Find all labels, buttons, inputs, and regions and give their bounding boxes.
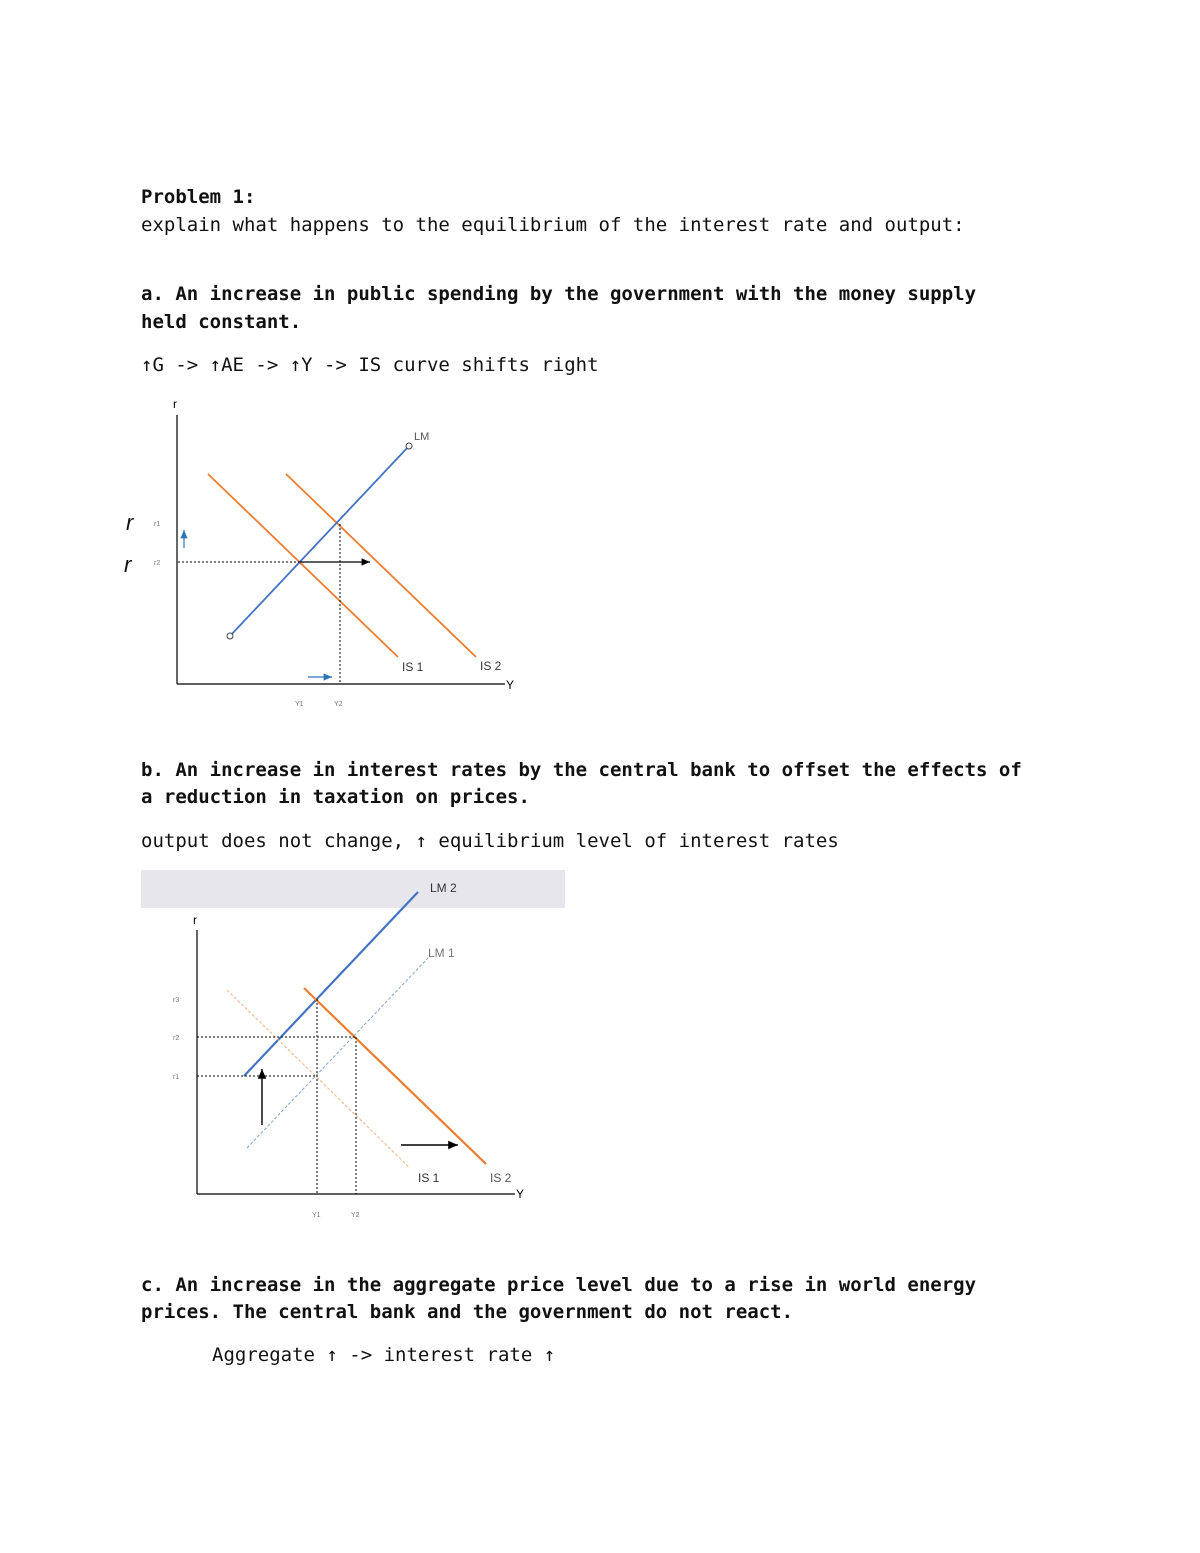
problem-prompt: explain what happens to the equilibrium of the interest rate and output: xyxy=(141,214,965,236)
graph-a-lm-label: LM xyxy=(414,431,430,443)
part-c-answer: Aggregate ↑ -> interest rate ↑ xyxy=(212,1344,556,1366)
graph-b-header-band xyxy=(141,870,565,908)
graph-a xyxy=(124,397,514,708)
part-b-answer: output does not change, ↑ equilibrium level of interest rates xyxy=(141,830,839,852)
graph-a-handwritten-r1: r xyxy=(126,510,134,535)
graph-a-y-axis-label: r xyxy=(173,397,177,411)
part-b-question-line2: a reduction in taxation on prices. xyxy=(141,786,530,808)
graph-a-is1-label: IS 1 xyxy=(402,660,424,674)
graph-b-lm2-curve xyxy=(244,892,418,1076)
graph-b-is1-label: IS 1 xyxy=(418,1171,440,1185)
part-c-question-line1: c. An increase in the aggregate price level due to a rise in world energy xyxy=(141,1274,977,1296)
graph-a-handwritten-r2: r xyxy=(124,552,132,577)
graph-b-is2-curve xyxy=(304,988,486,1164)
graph-b-is2-label: IS 2 xyxy=(490,1171,512,1185)
graph-b-x-axis-label: Y xyxy=(516,1187,525,1201)
part-a-answer: ↑G -> ↑AE -> ↑Y -> IS curve shifts right xyxy=(141,354,599,376)
graph-b-lm1-label: LM 1 xyxy=(428,946,455,960)
graph-b-lm2-label: LM 2 xyxy=(430,881,457,895)
graph-b-y-axis-label: r xyxy=(193,913,197,927)
graph-a-lm-endpoint-low xyxy=(227,633,233,639)
problem-title: Problem 1: xyxy=(141,186,256,208)
graph-a-is2-label: IS 2 xyxy=(480,659,502,673)
graph-a-r2-label: r2 xyxy=(154,560,161,567)
graph-b xyxy=(141,870,565,1219)
graph-b-r3-label: r3 xyxy=(173,997,180,1004)
graph-a-y1-label: Y1 xyxy=(295,701,304,708)
graph-a-y2-label: Y2 xyxy=(334,701,343,708)
graph-b-y2-label: Y2 xyxy=(351,1212,360,1219)
graph-a-lm-curve xyxy=(230,446,409,636)
graph-b-r2-label: r2 xyxy=(173,1035,180,1042)
graph-b-is1-curve xyxy=(227,990,410,1168)
part-c-question-line2: prices. The central bank and the government do not react. xyxy=(141,1301,794,1323)
graph-a-is2-curve xyxy=(286,474,476,657)
part-a-question-line2: held constant. xyxy=(141,311,302,333)
part-a-question-line1: a. An increase in public spending by the government with the money supply xyxy=(141,283,977,305)
graph-a-lm-endpoint-high xyxy=(406,443,412,449)
part-b-question-line1: b. An increase in interest rates by the central bank to offset the effects of xyxy=(141,759,1022,781)
graph-a-r1-label: r1 xyxy=(154,521,161,528)
graph-b-y1-label: Y1 xyxy=(312,1212,321,1219)
graph-b-r1-label: r1 xyxy=(173,1074,180,1081)
graph-b-lm1-curve xyxy=(247,958,428,1148)
graph-a-x-axis-label: Y xyxy=(506,678,515,692)
